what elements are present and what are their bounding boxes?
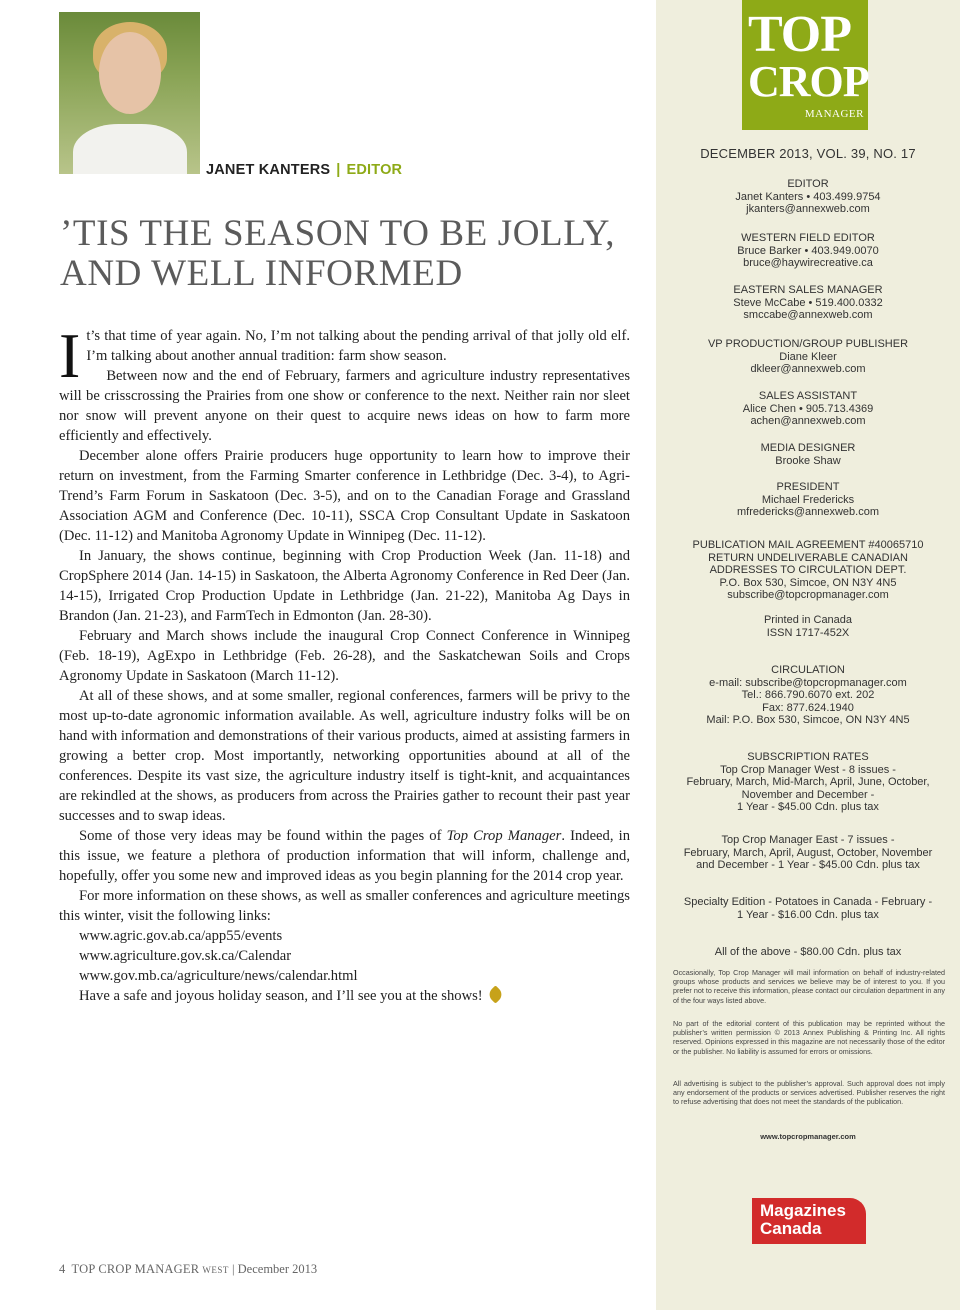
footer-separator: | <box>232 1262 235 1276</box>
magazines-canada-logo: Magazines Canada <box>752 1198 866 1244</box>
drop-cap: I <box>59 320 81 391</box>
link-agric-ab[interactable]: www.agric.gov.ab.ca/app55/events <box>79 928 283 944</box>
masthead-mail-agreement: PUBLICATION MAIL AGREEMENT #40065710 RETURN UNDELIVERABLE CANADIAN ADDRESSES TO CIRCULATION DEPT. P.O. Box 530, Simcoe, ON N3Y 4N5 subscribe@topcropmanager.com <box>692 539 924 602</box>
article-paragraph: Some of those very ideas may be found within the pages of Top Crop Manager. Indeed, in this issue, we feature a plethora of production information that will inform, challenge and, hopefully, offer you some new and improved ideas as you begin planning for the 2014 crop year. <box>59 828 631 884</box>
article-paragraph: Between now and the end of February, farmers and agriculture industry representatives will be crisscrossing the Prairies from one show or conference to the next. Neither rain nor sleet nor snow will prevent anyone on their quest to acquire news ideas on how to farm more efficiently and effectively. <box>59 368 630 444</box>
link-agriculture-sk[interactable]: www.agriculture.gov.sk.ca/Calendar <box>79 948 292 964</box>
top-crop-manager-logo: TOP CROP MANAGER <box>742 0 868 130</box>
closing-line: Have a safe and joyous holiday season, and I’ll see you at the shows! <box>59 986 630 1006</box>
maple-leaf-icon <box>486 985 504 1003</box>
masthead-vp-production: VP PRODUCTION/GROUP PUBLISHER Diane Kleer dkleer@annexweb.com <box>707 338 909 376</box>
link-gov-mb[interactable]: www.gov.mb.ca/agriculture/news/calendar.html <box>79 968 358 984</box>
article-paragraph: February and March shows include the inaugural Crop Connect Conference in Winnipeg (Feb. 18-19), AgExpo in Lethbridge (Feb. 26-28), and the Saskatchewan Soils and Crops Agronomy Update in Saskatoon (March 11-12). <box>59 628 630 684</box>
masthead-circulation: CIRCULATION e-mail: subscribe@topcropmanager.com Tel.: 866.790.6070 ext. 202 Fax: 877.624.1940 Mail: P.O. Box 530, Simcoe, ON N3Y 4N5 <box>706 664 910 727</box>
issue-info: DECEMBER 2013, VOL. 39, NO. 17 <box>700 146 916 161</box>
website-link[interactable]: www.topcropmanager.com <box>760 1132 856 1141</box>
page-number: 4 <box>59 1262 66 1276</box>
masthead-western-field-editor: WESTERN FIELD EDITOR Bruce Barker • 403.949.0070 bruce@haywirecreative.ca <box>737 232 879 270</box>
masthead-subscription-rates: SUBSCRIPTION RATES Top Crop Manager West - 8 issues - February, March, Mid-March, April, June, October, November and December - 1 Year - $45.00 Cdn. plus tax <box>686 751 930 814</box>
masthead-sidebar <box>656 0 960 1310</box>
byline-separator: | <box>336 162 341 178</box>
masthead-specialty-rates: Specialty Edition - Potatoes in Canada - February - 1 Year - $16.00 Cdn. plus tax <box>683 896 933 921</box>
fine-print-mailing: Occasionally, Top Crop Manager will mail information on behalf of industry-related groups whose products and services we believe may be of interest to you. If you prefer not to receive this information, please contact our circulation department in any of the four ways listed above. <box>673 968 945 1005</box>
article-paragraph: For more information on these shows, as well as smaller conferences and agriculture meetings this winter, visit the following links: <box>59 888 630 924</box>
author-role: EDITOR <box>346 162 403 178</box>
byline <box>206 162 402 178</box>
masthead-east-rates: Top Crop Manager East - 7 issues - February, March, April, August, October, November and December - 1 Year - $45.00 Cdn. plus tax <box>683 834 933 872</box>
author-name: JANET KANTERS <box>206 162 331 178</box>
footer-publication: TOP CROP MANAGER <box>71 1262 200 1276</box>
masthead-media-designer: MEDIA DESIGNER Brooke Shaw <box>760 442 856 467</box>
masthead-sales-assistant: SALES ASSISTANT Alice Chen • 905.713.4369 achen@annexweb.com <box>742 390 874 428</box>
photo-face <box>99 32 161 114</box>
author-photo <box>59 12 200 174</box>
article-paragraph: December alone offers Prairie producers huge opportunity to learn how to improve their return on investment, from the Farming Smarter conference in Lethbridge (Dec. 3-4), to Agri-Trend’s Farm Forum in Saskatoon (Dec. 3-5), and on to the Canadian Forage and Grassland Association AGM and Conference (Dec. 10-11), SSCA Crop Consultant Update in Saskatoon (Dec. 11-12) and Manitoba Agronomy Update in Winnipeg (Dec. 11-12). <box>59 448 630 544</box>
article-paragraph: It’s that time of year again. No, I’m not talking about the pending arrival of that jolly old elf. I’m talking about another annual tradition: farm show season. <box>59 320 630 391</box>
article-paragraph: At all of these shows, and at some smaller, regional conferences, farmers will be privy to the most up-to-date agronomic information available. As well, agriculture industry folks will be on hand with information and demonstrations of their various products, aimed at assisting farmers in growing a better crop. Most importantly, networking opportunities abound at all of the conferences. Despite its vast size, the agriculture industry itself is tight-knit, and acquaintances are rekindled at the shows, as producers from across the Prairies gather to recount their past year successes and to swap ideas. <box>59 688 630 824</box>
fine-print-advertising: All advertising is subject to the publisher’s approval. Such approval does not imply any endorsement of the products or services advertised. Publisher reserves the right to refuse advertising that does not meet the standards of the publication. <box>673 1079 945 1107</box>
article-body <box>59 320 631 1006</box>
masthead-president: PRESIDENT Michael Fredericks mfredericks@annexweb.com <box>737 481 879 519</box>
masthead-printed: Printed in Canada ISSN 1717-452X <box>763 614 853 639</box>
photo-shirt <box>73 124 187 174</box>
masthead-editor: EDITOR Janet Kanters • 403.499.9754 jkanters@annexweb.com <box>735 178 881 216</box>
article-paragraph: In January, the shows continue, beginning with Crop Production Week (Jan. 11-18) and CropSphere 2014 (Jan. 14-15) in Saskatoon, the Alberta Agronomy Conference in Red Deer (Jan. 14-15), Irrigated Crop Production Update in Lethbridge (Jan. 21-22), Manitoba Ag Days in Brandon (Jan. 21-23), and FarmTech in Edmonton (Jan. 28-30). <box>59 548 630 624</box>
fine-print-copyright: No part of the editorial content of this publication may be reprinted without the publisher’s written permission © 2013 Annex Publishing & Printing Inc. All rights reserved. Opinions expressed in this magazine are not necessarily those of the editor or the publisher. No liability is assumed for errors or omissions. <box>673 1019 945 1056</box>
headline: ’TIS THE SEASON TO BE JOLLY, AND WELL INFORMED <box>60 213 616 294</box>
footer-edition: WEST <box>202 1265 229 1275</box>
masthead-all-rates: All of the above - $80.00 Cdn. plus tax <box>714 946 902 958</box>
footer-date: December 2013 <box>237 1262 318 1276</box>
masthead-eastern-sales: EASTERN SALES MANAGER Steve McCabe • 519.400.0332 smccabe@annexweb.com <box>733 284 883 322</box>
page-footer <box>59 1262 317 1277</box>
